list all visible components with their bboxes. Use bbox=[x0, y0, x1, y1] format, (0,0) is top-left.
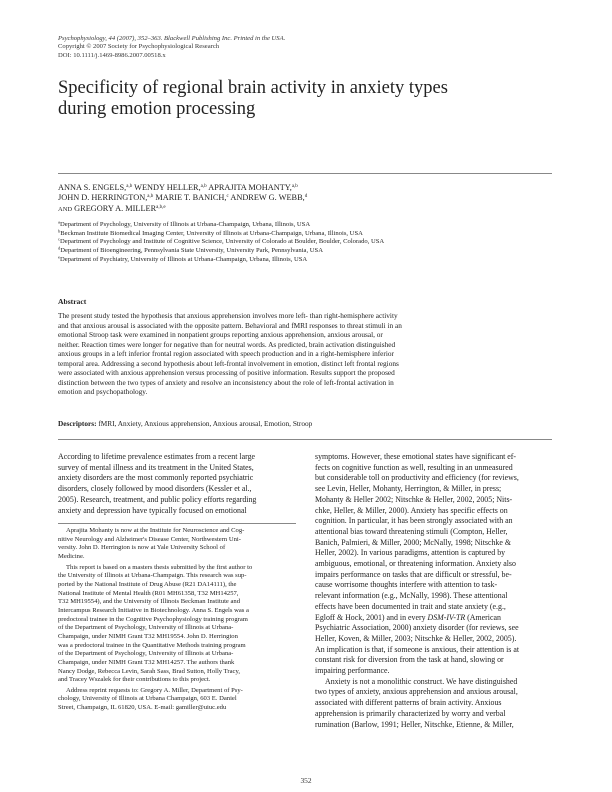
abstract-line: The present study tested the hypothesis that anxious apprehension involves more left- than right-hemisphere activity bbox=[58, 311, 398, 320]
body-line: Psychiatric Association, 2000) anxiety disorder (for reviews, see bbox=[315, 623, 519, 633]
body-left-column bbox=[58, 452, 296, 516]
article-title bbox=[58, 78, 558, 120]
dsm-reference: DSM-IV-TR bbox=[427, 612, 466, 622]
footnote-line: the University of Illinois at Urbana-Champaign. This research was sup- bbox=[58, 572, 247, 580]
footnote-line: Medicine. bbox=[58, 552, 85, 560]
body-line: associated with different patterns of brain activity. Anxious bbox=[315, 698, 502, 708]
abstract-heading: Abstract bbox=[58, 297, 87, 306]
body-line: ambiguous, emotional, or threatening information. Anxiety also bbox=[315, 559, 516, 569]
footnote-line: versity. John D. Herrington is now at Yale University School of bbox=[58, 544, 226, 552]
abstract-line: and that anxious arousal is associated with the opposite pattern. Behavioral and fMRI responses to threat stimuli in an bbox=[58, 320, 402, 330]
title-line-1: Specificity of regional brain activity in anxiety types bbox=[58, 78, 448, 98]
affiliation: $^a$Department of Psychology, University of Illinois at Urbana-Champaign, Urbana, Illinois, USA bbox=[58, 219, 311, 228]
body-line: but considerable toll on productivity and efficiency (for reviews, bbox=[315, 473, 519, 483]
body-line: 2005). Research, treatment, and public policy efforts regarding bbox=[58, 494, 257, 504]
body-line: fects on cognitive function as well, resulting in an unmeasured bbox=[315, 462, 513, 472]
affiliation: $^d$Department of Bioengineering, Pennsylvania State University, University Park, Pennsylvania, USA bbox=[58, 245, 323, 255]
page-number: 352 bbox=[300, 776, 312, 785]
divider-abstract bbox=[58, 439, 552, 440]
footnote-divider bbox=[58, 523, 296, 524]
body-line: two types of anxiety, anxious apprehension and anxious arousal, bbox=[315, 687, 518, 697]
affiliation-list bbox=[58, 221, 552, 265]
footnote-line: Street, Champaign, IL 61820, USA. E-mail: gamiller@uiuc.edu bbox=[58, 704, 227, 712]
author-list bbox=[58, 183, 552, 215]
abstract-body bbox=[58, 311, 552, 397]
footnote-line: This report is based on a masters thesis submitted by the first author to bbox=[66, 563, 253, 571]
journal-citation: Psychophysiology, 44 (2007), 352–363. Blackwell Publishing Inc. Printed in the USA. bbox=[58, 35, 286, 42]
body-line: relevant information (e.g., McNally, 1998). These attentional bbox=[315, 591, 508, 601]
body-line: constant risk for diversion from the task at hand, slowing or bbox=[315, 655, 504, 665]
body-line: attentional bias toward threatening stimuli (Compton, Heller, bbox=[315, 526, 508, 536]
body-line: An implication is that, if someone is anxious, their attention is at bbox=[315, 644, 520, 654]
footnote-line: Address reprint requests to: Gregory A. Miller, Department of Psy- bbox=[66, 686, 243, 694]
abstract-line: were associated with anxious apprehension versus processing of positive information. Results support the proposed bbox=[58, 368, 395, 378]
footnote-line: Nancy Dodge, Rebecca Levin, Sarah Sass, Brad Sutton, Holly Tracy, bbox=[58, 667, 240, 675]
author-line: AND GREGORY A. MILLER$^{a,b,e}$ bbox=[58, 203, 166, 213]
body-line: disorders, closely followed by mood disorders (Kessler et al., bbox=[58, 484, 252, 494]
descriptors-list: fMRI, Anxiety, Anxious apprehension, Anxious arousal, Emotion, Stroop bbox=[98, 419, 313, 428]
affiliation: $^c$Department of Psychology and Institute of Cognitive Science, University of Colorado at Boulder, Boulder, Colorado, USA bbox=[58, 236, 385, 246]
footnote-line: T32 MH19554), and the University of Illinois Beckman Institute and bbox=[58, 598, 241, 606]
body-text-segment: Egloff & Hock, 2001) and in every bbox=[315, 612, 428, 622]
abstract-line: distinction between the two types of anxiety and resolve an inconsistency about the role of left-frontal activation in bbox=[58, 377, 394, 387]
body-line: effects have been documented in trait and state anxiety (e.g., bbox=[315, 601, 506, 611]
footnote-line: Intercampus Research Initiative in Biotechnology. Anna S. Engels was a bbox=[58, 606, 249, 614]
body-line bbox=[315, 613, 555, 624]
footnote-line: of the Department of Psychology, University of Illinois at Urbana- bbox=[58, 650, 234, 658]
footnote-line: Aprajita Mohanty is now at the Institute for Neuroscience and Cog- bbox=[66, 527, 245, 534]
footnotes bbox=[58, 527, 296, 713]
abstract-line: neither. Reaction times were longer for negative than for neutral words. As predicted, brain activation distinguished bbox=[58, 339, 396, 349]
abstract-line: emotion and psychopathology. bbox=[58, 387, 148, 397]
body-line: cognition. In particular, it has been strongly associated with an bbox=[315, 516, 513, 526]
body-line: Mohanty & Heller 2002; Nitschke & Heller, 2002, 2005; Nits- bbox=[315, 494, 513, 504]
author-line: ANNA S. ENGELS,$^{a,b}$ WENDY HELLER,$^{a,b}$ APRAJITA MOHANTY,$^{a,b}$ bbox=[58, 183, 298, 192]
body-line: see Levin, Heller, Mohanty, Herrington, & Miller, in press; bbox=[315, 484, 502, 494]
body-line: Heller, 2002). In various paradigms, attention is captured by bbox=[315, 548, 506, 558]
footnote-line: of the Department of Psychology, University of Illinois at Urbana- bbox=[58, 624, 234, 632]
title-line-2: during emotion processing bbox=[58, 99, 256, 119]
footnote-line: chology, University of Illinois at Urbana Champaign, 603 E. Daniel bbox=[58, 695, 237, 703]
footnote-line: was a predoctoral trainee in the Quantitative Methods training program bbox=[58, 641, 246, 649]
descriptors-label: Descriptors: bbox=[58, 419, 97, 428]
body-line: chke, Heller, & Miller, 2000). Anxiety has specific effects on bbox=[315, 505, 508, 515]
body-line: anxiety disorders are the most commonly reported psychiatric bbox=[58, 473, 254, 483]
body-line: rumination (Barlow, 1991; Heller, Nitschke, Etienne, & Miller, bbox=[315, 719, 514, 729]
body-line: Anxiety is not a monolithic construct. We have distinguished bbox=[325, 676, 518, 686]
body-line: symptoms. However, these emotional states have significant ef- bbox=[315, 452, 517, 461]
copyright-notice: Copyright © 2007 Society for Psychophysiological Research bbox=[58, 43, 220, 51]
footnote-line: Champaign, under NIMH Grant T32 MH14257. The authors thank bbox=[58, 658, 235, 666]
descriptors bbox=[58, 419, 312, 428]
body-line: Heller, Koven, & Miller, 2003; Nitschke & Heller, 2002, 2005). bbox=[315, 633, 517, 643]
affiliation: $^e$Department of Psychiatry, University of Illinois at Urbana-Champaign, Urbana, Illinois, USA bbox=[58, 254, 308, 263]
body-line: Banich, Palmieri, & Miller, 2000; McNally, 1998; Nitschke & bbox=[315, 537, 511, 547]
body-line: apprehension is primarily characterized by worry and verbal bbox=[315, 708, 506, 718]
body-line: impairs performance on tasks that are difficult or stressful, be- bbox=[315, 569, 512, 579]
divider-top bbox=[58, 173, 552, 174]
body-right-column bbox=[315, 452, 555, 730]
body-line: cause worrisome thoughts interfere with attention to task- bbox=[315, 580, 498, 590]
body-line: survey of mental illness and its treatment in the United States, bbox=[58, 462, 254, 472]
abstract-line: emotional Stroop task were examined in nonpatient groups reporting anxious apprehension, anxious arousal, or bbox=[58, 330, 383, 340]
footnote-line: nitive Neurology and Alzheimer's Disease Center, Northwestern Uni- bbox=[58, 535, 241, 543]
footnote-line: Champaign, under NIMH Grant T32 MH19554. John D. Herrington bbox=[58, 632, 238, 640]
doi: DOI: 10.1111/j.1469-8986.2007.00518.x bbox=[58, 51, 166, 59]
body-text-segment: (American bbox=[465, 612, 501, 622]
footnote-line: National Institute of Mental Health (R01 MH61358, T32 MH14257, bbox=[58, 589, 239, 597]
footnote-line: predoctoral trainee in the Cognitive Psychophysiology training program bbox=[58, 615, 248, 623]
footnote-line: and Tracey Wszalek for their contributions to this project. bbox=[58, 676, 211, 684]
author-line: JOHN D. HERRINGTON,$^{a,b}$ MARIE T. BANICH,$^c$ ANDREW G. WEBB,$^d$ bbox=[58, 193, 308, 203]
body-line: anxiety and depression have typically focused on emotional bbox=[58, 505, 247, 515]
journal-header bbox=[58, 35, 478, 60]
abstract-line: anxious groups in a left inferior frontal region associated with speech production and in a right-hemisphere inferior bbox=[58, 349, 394, 359]
body-line: impairing performance. bbox=[315, 666, 390, 676]
affiliation: $^b$Beckman Institute Biomedical Imaging Center, University of Illinois at Urbana-Champaign, Urbana, Illinois, USA bbox=[58, 228, 363, 237]
abstract-line: temporal area. Addressing a second hypothesis about left-frontal involvement in emotion, distinct left frontal regions bbox=[58, 358, 399, 368]
body-line: According to lifetime prevalence estimates from a recent large bbox=[58, 452, 256, 461]
footnote-line: ported by the National Institute of Drug Abuse (R21 DA14111), the bbox=[58, 580, 237, 588]
